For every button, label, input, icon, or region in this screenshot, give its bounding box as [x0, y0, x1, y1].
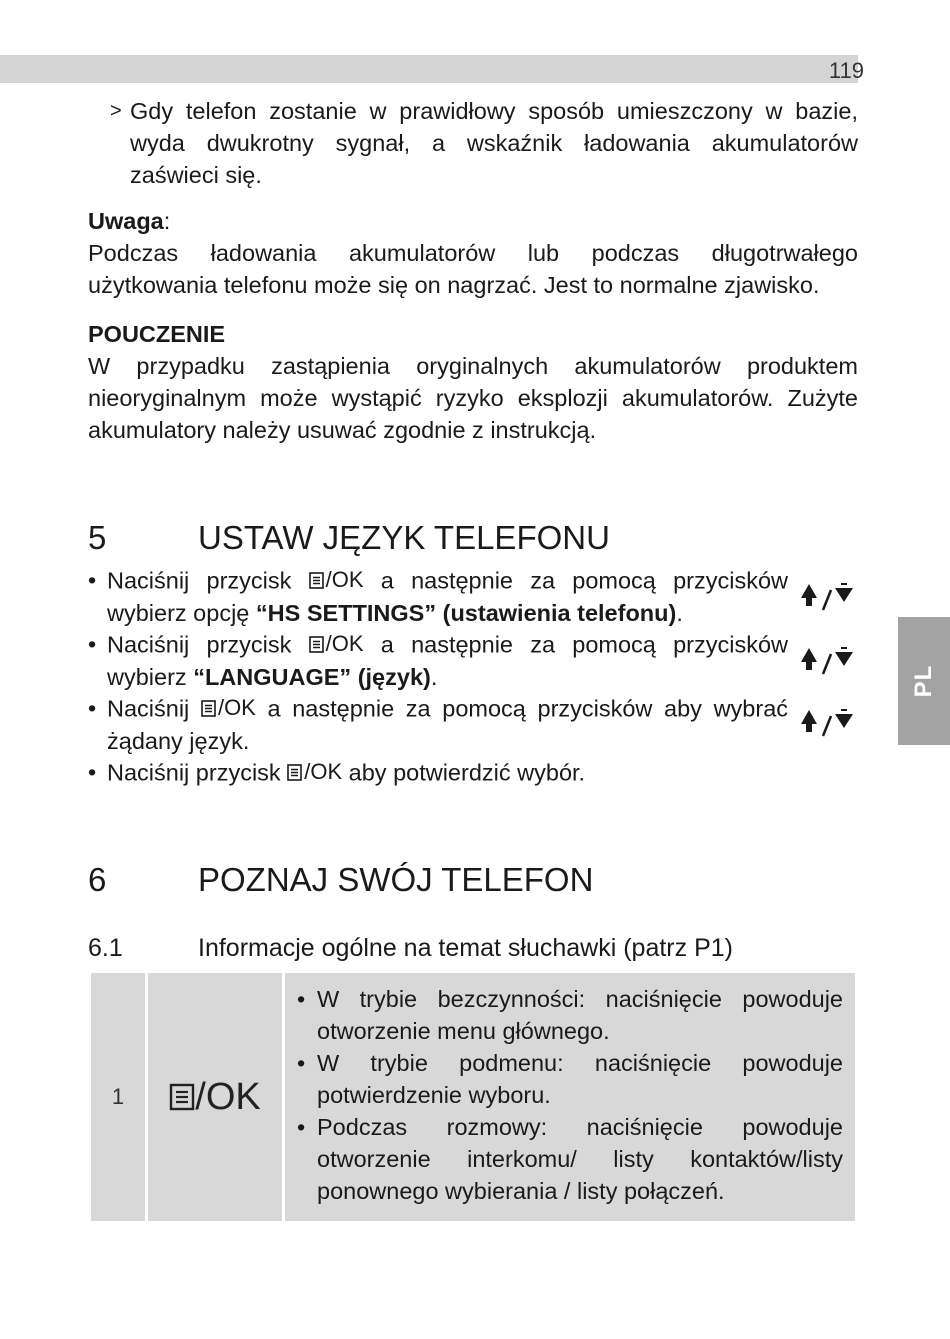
bullet-dot: •	[297, 986, 306, 1012]
key-description	[284, 972, 857, 1223]
bullet-dot: •	[297, 1050, 306, 1076]
step-marker: >	[110, 100, 122, 122]
bullet-dot: •	[297, 1114, 306, 1140]
step-4-post: aby potwierdzić wybór.	[348, 759, 586, 786]
bullet-dot: •	[88, 631, 97, 657]
ok-label: OK	[331, 631, 364, 656]
bullet-dot: •	[88, 759, 97, 785]
section-6-title: POZNAJ SWÓJ TELEFON	[198, 861, 594, 898]
key-symbol-cell	[147, 972, 284, 1223]
intro-step	[110, 95, 858, 191]
section-5-title: USTAW JĘZYK TELEFONU	[198, 519, 610, 556]
language-tab	[898, 617, 950, 745]
ok-label: OK	[310, 759, 343, 784]
ok-label: OK	[224, 695, 256, 720]
menu-ok-key: / OK	[309, 564, 364, 596]
subsection-title: Informacje ogólne na temat słuchawki (patrz P1)	[198, 934, 733, 962]
step-2-post: a następnie za pomocą przycisków wybierz	[107, 631, 789, 690]
menu-icon	[201, 700, 216, 717]
subsection-number: 6.1	[88, 934, 123, 962]
intro-step-text: Gdy telefon zostanie w prawidłowy sposób umieszczony w bazie, wyda dwukrotny sygnał, a wskaźnik ładowania akumulatorów zaświeci się.	[130, 98, 858, 188]
description-text: Podczas rozmowy: naciśnięcie powoduje otworzenie interkomu/ listy kontaktów/listy ponownego wybierania / listy połączeń.	[317, 1114, 843, 1204]
bullet-dot: •	[88, 567, 97, 593]
page-number: 119	[828, 58, 864, 83]
step-1-pre: Naciśnij przycisk	[107, 567, 292, 594]
up-down-keys-icon	[797, 580, 861, 612]
table-row	[90, 972, 857, 1223]
menu-icon	[309, 572, 324, 589]
note-label: Uwaga	[88, 208, 164, 234]
step-2-end: .	[430, 663, 438, 690]
list-item	[295, 983, 843, 1047]
up-down-keys-icon	[797, 644, 861, 676]
language-step-1	[88, 564, 788, 629]
step-4-pre: Naciśnij przycisk	[107, 759, 281, 786]
language-step-3	[88, 692, 788, 757]
header-bar	[0, 55, 858, 83]
menu-icon	[309, 636, 324, 653]
description-text: W trybie podmenu: naciśnięcie powoduje potwierdzenie wyboru.	[317, 1050, 843, 1108]
section-5-heading	[88, 518, 788, 558]
step-1-post: a następnie za pomocą przycisków wybierz opcję	[107, 567, 789, 626]
step-2-pre: Naciśnij przycisk	[107, 631, 292, 658]
menu-icon	[169, 1083, 195, 1111]
menu-ok-key: / OK	[169, 1076, 260, 1119]
ok-label: OK	[205, 1075, 261, 1118]
list-item	[295, 1047, 843, 1111]
step-1-end: .	[676, 599, 683, 626]
menu-ok-key: / OK	[287, 756, 342, 788]
bullet-dot: •	[88, 695, 97, 721]
list-item	[295, 1111, 843, 1207]
note-heading	[88, 205, 858, 237]
ok-label: OK	[331, 567, 364, 592]
step-3-pre: Naciśnij	[107, 695, 190, 722]
handset-keys-table	[88, 970, 858, 1224]
language-step-4	[88, 756, 788, 789]
description-text: W trybie bezczynności: naciśnięcie powoduje otworzenie menu głównego.	[317, 986, 843, 1044]
section-5-number: 5	[88, 519, 107, 556]
step-2-option: “LANGUAGE” (język)	[193, 663, 431, 690]
menu-icon	[287, 764, 302, 781]
step-3-post: a następnie za pomocą przycisków aby wybrać żądany język.	[107, 695, 789, 754]
note-text: Podczas ładowania akumulatorów lub podczas długotrwałego użytkowania telefonu może się on nagrzać. Jest to normalne zjawisko.	[88, 240, 858, 298]
step-1-option: “HS SETTINGS” (ustawienia telefonu)	[255, 599, 677, 626]
menu-ok-key: / OK	[201, 692, 256, 724]
warning-label: POUCZENIE	[88, 321, 226, 347]
note-colon: :	[163, 208, 171, 234]
up-down-keys-icon	[797, 706, 861, 738]
language-tab-label: PL	[910, 664, 937, 698]
section-6-heading	[88, 860, 788, 900]
section-6-number: 6	[88, 861, 107, 898]
menu-ok-key: / OK	[309, 628, 364, 660]
language-step-2	[88, 628, 788, 693]
warning-text: W przypadku zastąpienia oryginalnych akumulatorów produktem nieoryginalnym może wystąpić ryzyko eksplozji akumulatorów. Zużyte akumulatory należy usuwać zgodnie z instrukcją.	[88, 353, 858, 443]
key-index: 1	[90, 972, 147, 1223]
